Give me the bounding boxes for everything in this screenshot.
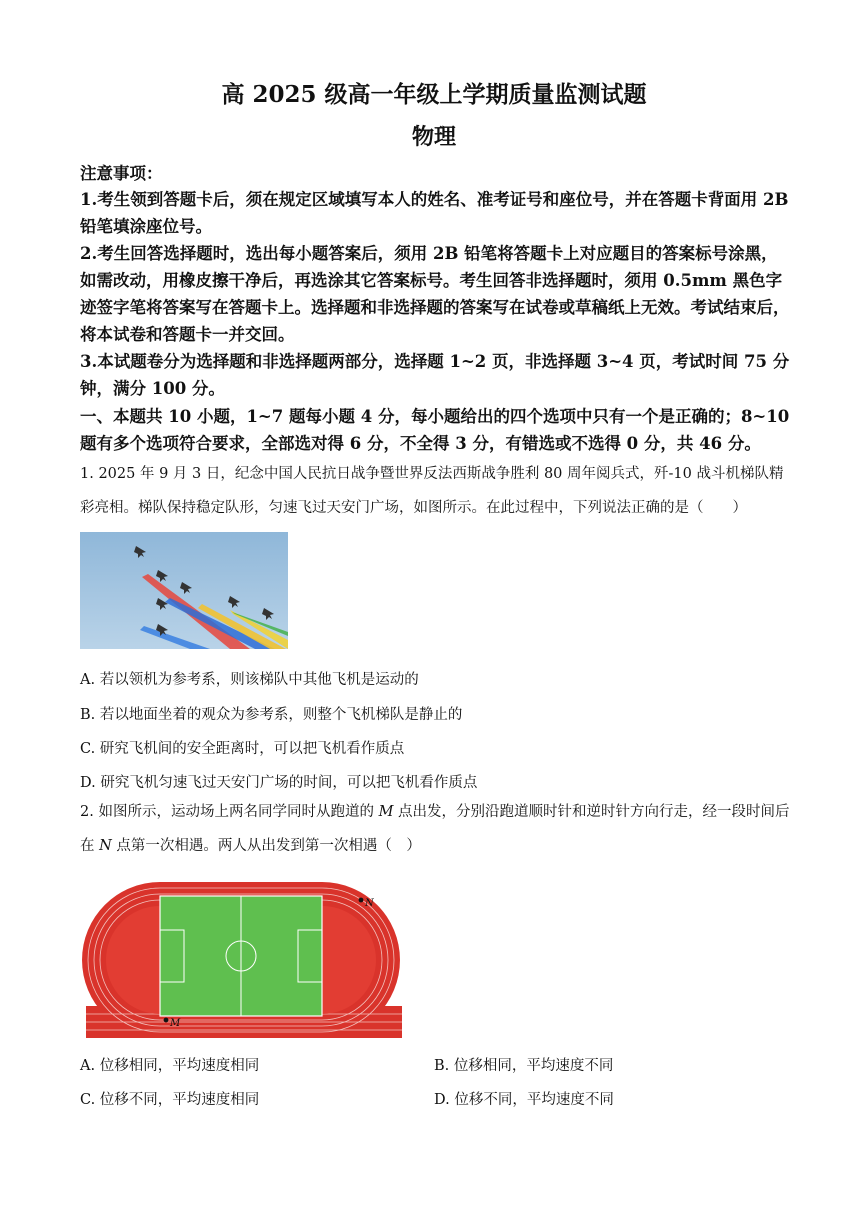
jet-formation-image	[80, 532, 288, 649]
q1-option-c: C. 研究飞机间的安全距离时，可以把飞机看作质点	[80, 741, 405, 757]
running-track-image	[80, 880, 402, 1040]
section-1-instructions: 一、本题共 10 小题，1~7 题每小题 4 分，每小题给出的四个选项中只有一个是正确的；8~10 题有多个选项符合要求，全部选对得 6 分，不全得 3 分，有错选或不选得 0 分，共 46 分。	[80, 407, 790, 453]
subject-title: 物理	[411, 124, 456, 150]
q2-option-c: C. 位移不同，平均速度相同	[80, 1092, 260, 1108]
point-n-text: N	[365, 898, 374, 909]
running-track-diagram	[80, 880, 402, 1040]
question-1-stem: 1. 2025 年 9 月 3 日，纪念中国人民抗日战争暨世界反法西斯战争胜利 80 周年阅兵式，歼-10 战斗机梯队精彩亮相。梯队保持稳定队形，匀速飞过天安门广场，如图所示。在此过程中，下列说法正确的是（ ）	[80, 466, 784, 516]
q1-option-d: D. 研究飞机匀速飞过天安门广场的时间，可以把飞机看作质点	[80, 775, 478, 791]
notice-heading: 注意事项：	[80, 164, 163, 183]
jet-formation-illustration	[80, 532, 288, 649]
point-m-text: M	[170, 1018, 181, 1029]
q1-option-a: A. 若以领机为参考系，则该梯队中其他飞机是运动的	[80, 672, 419, 688]
question-2-stem	[80, 795, 792, 863]
notice-item-1: 1.考生领到答题卡后，须在规定区域填写本人的姓名、准考证号和座位号，并在答题卡背面用 2B 铅笔填涂座位号。	[80, 190, 789, 236]
point-n-label: N	[99, 838, 112, 854]
q2-stem-part-1: 2. 如图所示，运动场上两名同学同时从跑道的	[80, 804, 379, 820]
exam-title: 高 2025 级高一年级上学期质量监测试题	[221, 81, 647, 108]
point-m-label: M	[378, 804, 394, 820]
q1-option-b: B. 若以地面坐着的观众为参考系，则整个飞机梯队是静止的	[80, 707, 463, 723]
notice-item-3: 3.本试题卷分为选择题和非选择题两部分，选择题 1~2 页，非选择题 3~4 页，考试时间 75 分钟，满分 100 分。	[80, 352, 790, 398]
point-m-dot	[164, 1018, 169, 1023]
notice-item-2: 2.考生回答选择题时，选出每小题答案后，须用 2B 铅笔将答题卡上对应题目的答案标号涂黑，如需改动，用橡皮擦干净后，再选涂其它答案标号。考生回答非选择题时，须用 0.5mm 黑色字迹签字笔将答案写在答题卡上。选择题和非选择题的答案写在试卷或草稿纸上无效。考试结束后，将本试卷和答题卡一并交回。	[80, 244, 790, 344]
q2-stem-part-3: 点第一次相遇。两人从出发到第一次相遇（ ）	[111, 838, 421, 854]
point-n-dot	[359, 898, 364, 903]
q2-stem-part-2: 点出发，分别沿跑道顺时针和逆时针方向行走，经一段时间后在	[80, 804, 790, 854]
q2-option-a: A. 位移相同，平均速度相同	[80, 1058, 260, 1074]
q2-option-d: D. 位移不同，平均速度不同	[434, 1092, 614, 1108]
q2-option-b: B. 位移相同，平均速度不同	[434, 1058, 614, 1074]
